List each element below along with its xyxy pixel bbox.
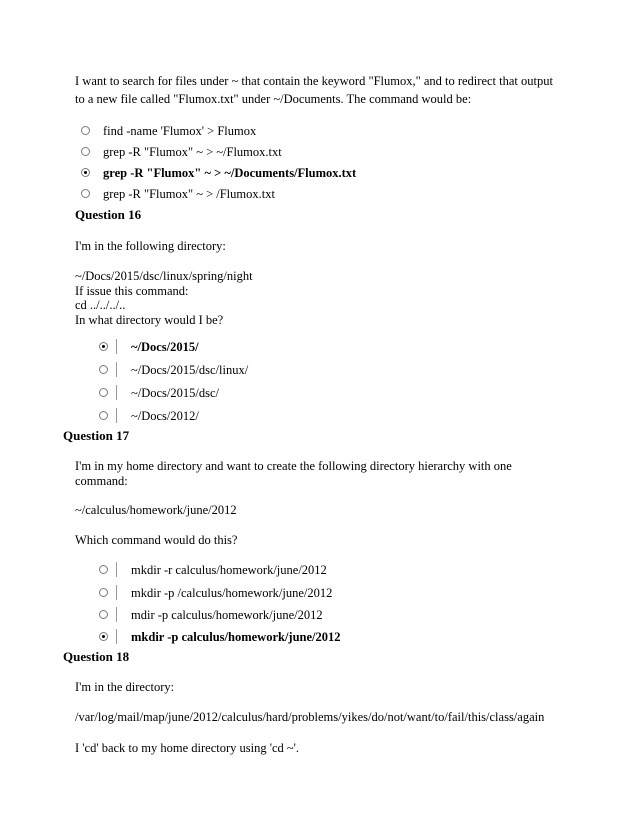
q17-option-3-radio[interactable]	[99, 610, 108, 619]
q17-option-3-label: mdir -p calculus/homework/june/2012	[131, 608, 323, 622]
q15-option-1-radio[interactable]	[81, 126, 90, 135]
q16-option-1-divider	[116, 339, 117, 354]
q16-option-4-radio[interactable]	[99, 411, 108, 420]
q17-option-3-divider	[116, 607, 117, 622]
q17-option-4-radio[interactable]	[99, 632, 108, 641]
q17-option-2-divider	[116, 585, 117, 600]
q17-option-4-divider	[116, 629, 117, 644]
q16-issue-line: If issue this command:	[75, 284, 189, 298]
q18-intro: I'm in the directory:	[75, 680, 175, 694]
q16-heading: Question 16	[75, 207, 142, 222]
q16-option-4-divider	[116, 408, 117, 423]
q17-option-2-radio[interactable]	[99, 588, 108, 597]
q17-option-4-label: mkdir -p calculus/homework/june/2012	[131, 630, 341, 644]
q16-option-2-label: ~/Docs/2015/dsc/linux/	[131, 363, 249, 377]
q15-option-2-radio[interactable]	[81, 147, 90, 156]
q17-option-2-label: mkdir -p /calculus/homework/june/2012	[131, 586, 333, 600]
q17-question: Which command would do this?	[75, 533, 238, 547]
q17-prompt-line2: command:	[75, 474, 128, 488]
q16-option-1-radio[interactable]	[99, 342, 108, 351]
q17-option-1-label: mkdir -r calculus/homework/june/2012	[131, 563, 327, 577]
q18-statement: I 'cd' back to my home directory using 'cd ~'.	[75, 741, 300, 755]
q15-prompt-line2: to a new file called "Flumox.txt" under ~/Documents. The command would be:	[75, 92, 472, 106]
q16-option-1-label: ~/Docs/2015/	[131, 340, 199, 354]
q15-option-3-radio[interactable]	[81, 168, 90, 177]
q15-option-4-radio[interactable]	[81, 189, 90, 198]
q16-option-2-radio[interactable]	[99, 365, 108, 374]
q16-option-2-divider	[116, 362, 117, 377]
q17-prompt-line1: I'm in my home directory and want to create the following directory hierarchy with one	[75, 459, 512, 473]
q17-path: ~/calculus/homework/june/2012	[75, 503, 237, 517]
q16-question: In what directory would I be?	[75, 313, 224, 327]
q16-option-3-radio[interactable]	[99, 388, 108, 397]
q16-intro: I'm in the following directory:	[75, 239, 226, 253]
q17-heading: Question 17	[63, 428, 130, 443]
q16-option-3-label: ~/Docs/2015/dsc/	[131, 386, 220, 400]
q15-prompt-line1: I want to search for files under ~ that contain the keyword "Flumox," and to redirect that output	[75, 74, 553, 88]
q18-heading: Question 18	[63, 649, 130, 664]
q17-option-1-radio[interactable]	[99, 565, 108, 574]
q18-path: /var/log/mail/map/june/2012/calculus/hard/problems/yikes/do/not/want/to/fail/this/class/again	[75, 710, 545, 724]
q16-option-3-divider	[116, 385, 117, 400]
q15-option-1-label: find -name 'Flumox' > Flumox	[103, 124, 257, 138]
q16-option-4-label: ~/Docs/2012/	[131, 409, 199, 423]
q16-command: cd ../../../..	[75, 298, 126, 312]
q15-option-3-label: grep -R "Flumox" ~ > ~/Documents/Flumox.txt	[103, 166, 357, 180]
q15-option-2-label: grep -R "Flumox" ~ > ~/Flumox.txt	[103, 145, 282, 159]
q15-option-4-label: grep -R "Flumox" ~ > /Flumox.txt	[103, 187, 275, 201]
q17-option-1-divider	[116, 562, 117, 577]
q16-path: ~/Docs/2015/dsc/linux/spring/night	[75, 269, 253, 283]
